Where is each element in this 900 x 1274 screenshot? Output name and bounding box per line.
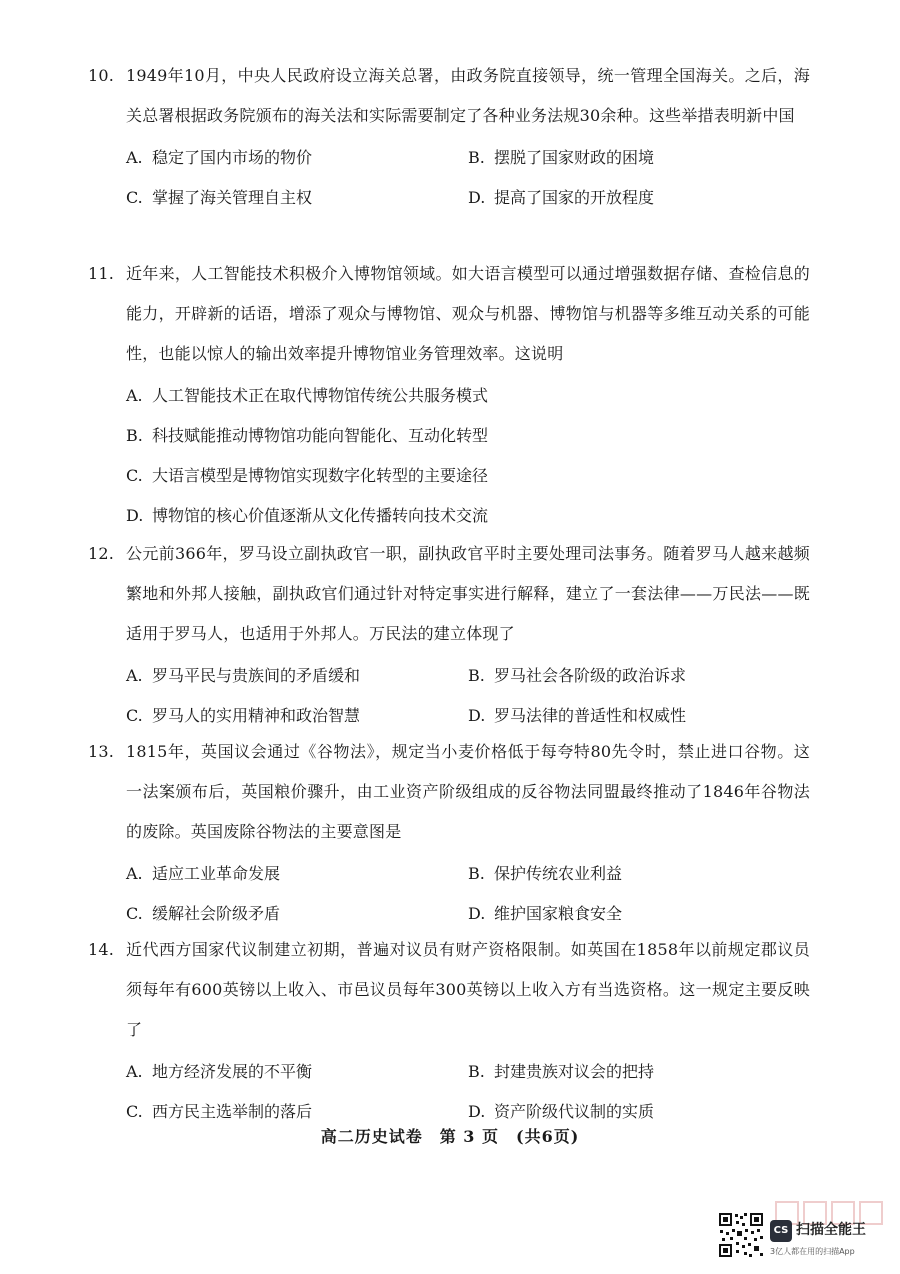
- option-d[interactable]: D. 博物馆的核心价值逐渐从文化传播转向技术交流: [126, 505, 489, 525]
- question-number: 11.: [88, 264, 115, 283]
- option-list: [88, 1050, 810, 1130]
- option-a[interactable]: A. 地方经济发展的不平衡: [126, 1061, 313, 1081]
- question-text: 近年来，人工智能技术积极介入博物馆领域。如大语言模型可以通过增强数据存储、查检信息的能力，开辟新的话语，增添了观众与博物馆、观众与机器、博物馆与机器等多维互动关系的可能性，也能以惊人的输出效率提升博物馆业务管理效率。这说明: [126, 264, 810, 363]
- question-number: 14.: [88, 940, 115, 959]
- option-list: [88, 852, 810, 932]
- question-number: 13.: [88, 742, 115, 761]
- question-text: 1949年10月，中央人民政府设立海关总署，由政务院直接领导，统一管理全国海关。之后，海关总署根据政务院颁布的海关法和实际需要制定了各种业务法规30余种。这些举措表明新中国: [126, 66, 810, 125]
- scanner-badge: [718, 1212, 888, 1264]
- option-c[interactable]: C. 西方民主选举制的落后: [126, 1101, 313, 1121]
- question-number: 10.: [88, 66, 115, 85]
- option-d[interactable]: D. 提高了国家的开放程度: [468, 187, 655, 207]
- option-c[interactable]: C. 缓解社会阶级矛盾: [126, 903, 281, 923]
- option-c[interactable]: C. 罗马人的实用精神和政治智慧: [126, 705, 361, 725]
- question-10: [88, 56, 810, 216]
- scanner-app-name: 扫描全能王: [796, 1222, 866, 1238]
- option-d[interactable]: D. 维护国家粮食安全: [468, 903, 623, 923]
- option-a[interactable]: A. 稳定了国内市场的物价: [126, 147, 313, 167]
- question-13: [88, 732, 810, 932]
- option-a[interactable]: A. 人工智能技术正在取代博物馆传统公共服务模式: [126, 385, 489, 405]
- scanner-tagline: 3亿人都在用的扫描App: [770, 1247, 855, 1256]
- question-12: [88, 534, 810, 734]
- option-b[interactable]: B. 罗马社会各阶级的政治诉求: [468, 665, 687, 685]
- option-a[interactable]: A. 罗马平民与贵族间的矛盾缓和: [126, 665, 361, 685]
- question-stem: [88, 56, 810, 136]
- question-number: 12.: [88, 544, 115, 563]
- option-list: [88, 136, 810, 216]
- question-14: [88, 930, 810, 1130]
- question-stem: [88, 732, 810, 852]
- option-a[interactable]: A. 适应工业革命发展: [126, 863, 281, 883]
- option-c[interactable]: C. 大语言模型是博物馆实现数字化转型的主要途径: [126, 465, 489, 485]
- option-b[interactable]: B. 保护传统农业利益: [468, 863, 623, 883]
- qr-code-icon: [718, 1212, 764, 1258]
- page-footer: 高二历史试卷 第 3 页 (共6页): [320, 1127, 580, 1146]
- question-11: [88, 254, 810, 534]
- question-text: 公元前366年，罗马设立副执政官一职，副执政官平时主要处理司法事务。随着罗马人越来越频繁地和外邦人接触，副执政官们通过针对特定事实进行解释，建立了一套法律——万民法——既适用于罗马人，也适用于外邦人。万民法的建立体现了: [126, 544, 810, 643]
- option-list: [88, 374, 810, 534]
- option-list: [88, 654, 810, 734]
- option-d[interactable]: D. 资产阶级代议制的实质: [468, 1101, 655, 1121]
- question-stem: [88, 930, 810, 1050]
- camscanner-logo: CS: [770, 1220, 792, 1242]
- option-b[interactable]: B. 科技赋能推动博物馆功能向智能化、互动化转型: [126, 425, 489, 445]
- option-b[interactable]: B. 封建贵族对议会的把持: [468, 1061, 655, 1081]
- question-stem: [88, 534, 810, 654]
- question-stem: [88, 254, 810, 374]
- option-c[interactable]: C. 掌握了海关管理自主权: [126, 187, 313, 207]
- question-text: 1815年，英国议会通过《谷物法》，规定当小麦价格低于每夸特80先令时，禁止进口谷物。这一法案颁布后，英国粮价骤升，由工业资产阶级组成的反谷物法同盟最终推动了1846年谷物法的废除。英国废除谷物法的主要意图是: [126, 742, 810, 841]
- option-b[interactable]: B. 摆脱了国家财政的困境: [468, 147, 655, 167]
- option-d[interactable]: D. 罗马法律的普适性和权威性: [468, 705, 687, 725]
- question-text: 近代西方国家代议制建立初期，普遍对议员有财产资格限制。如英国在1858年以前规定郡议员须每年有600英镑以上收入、市邑议员每年300英镑以上收入方有当选资格。这一规定主要反映了: [126, 940, 810, 1039]
